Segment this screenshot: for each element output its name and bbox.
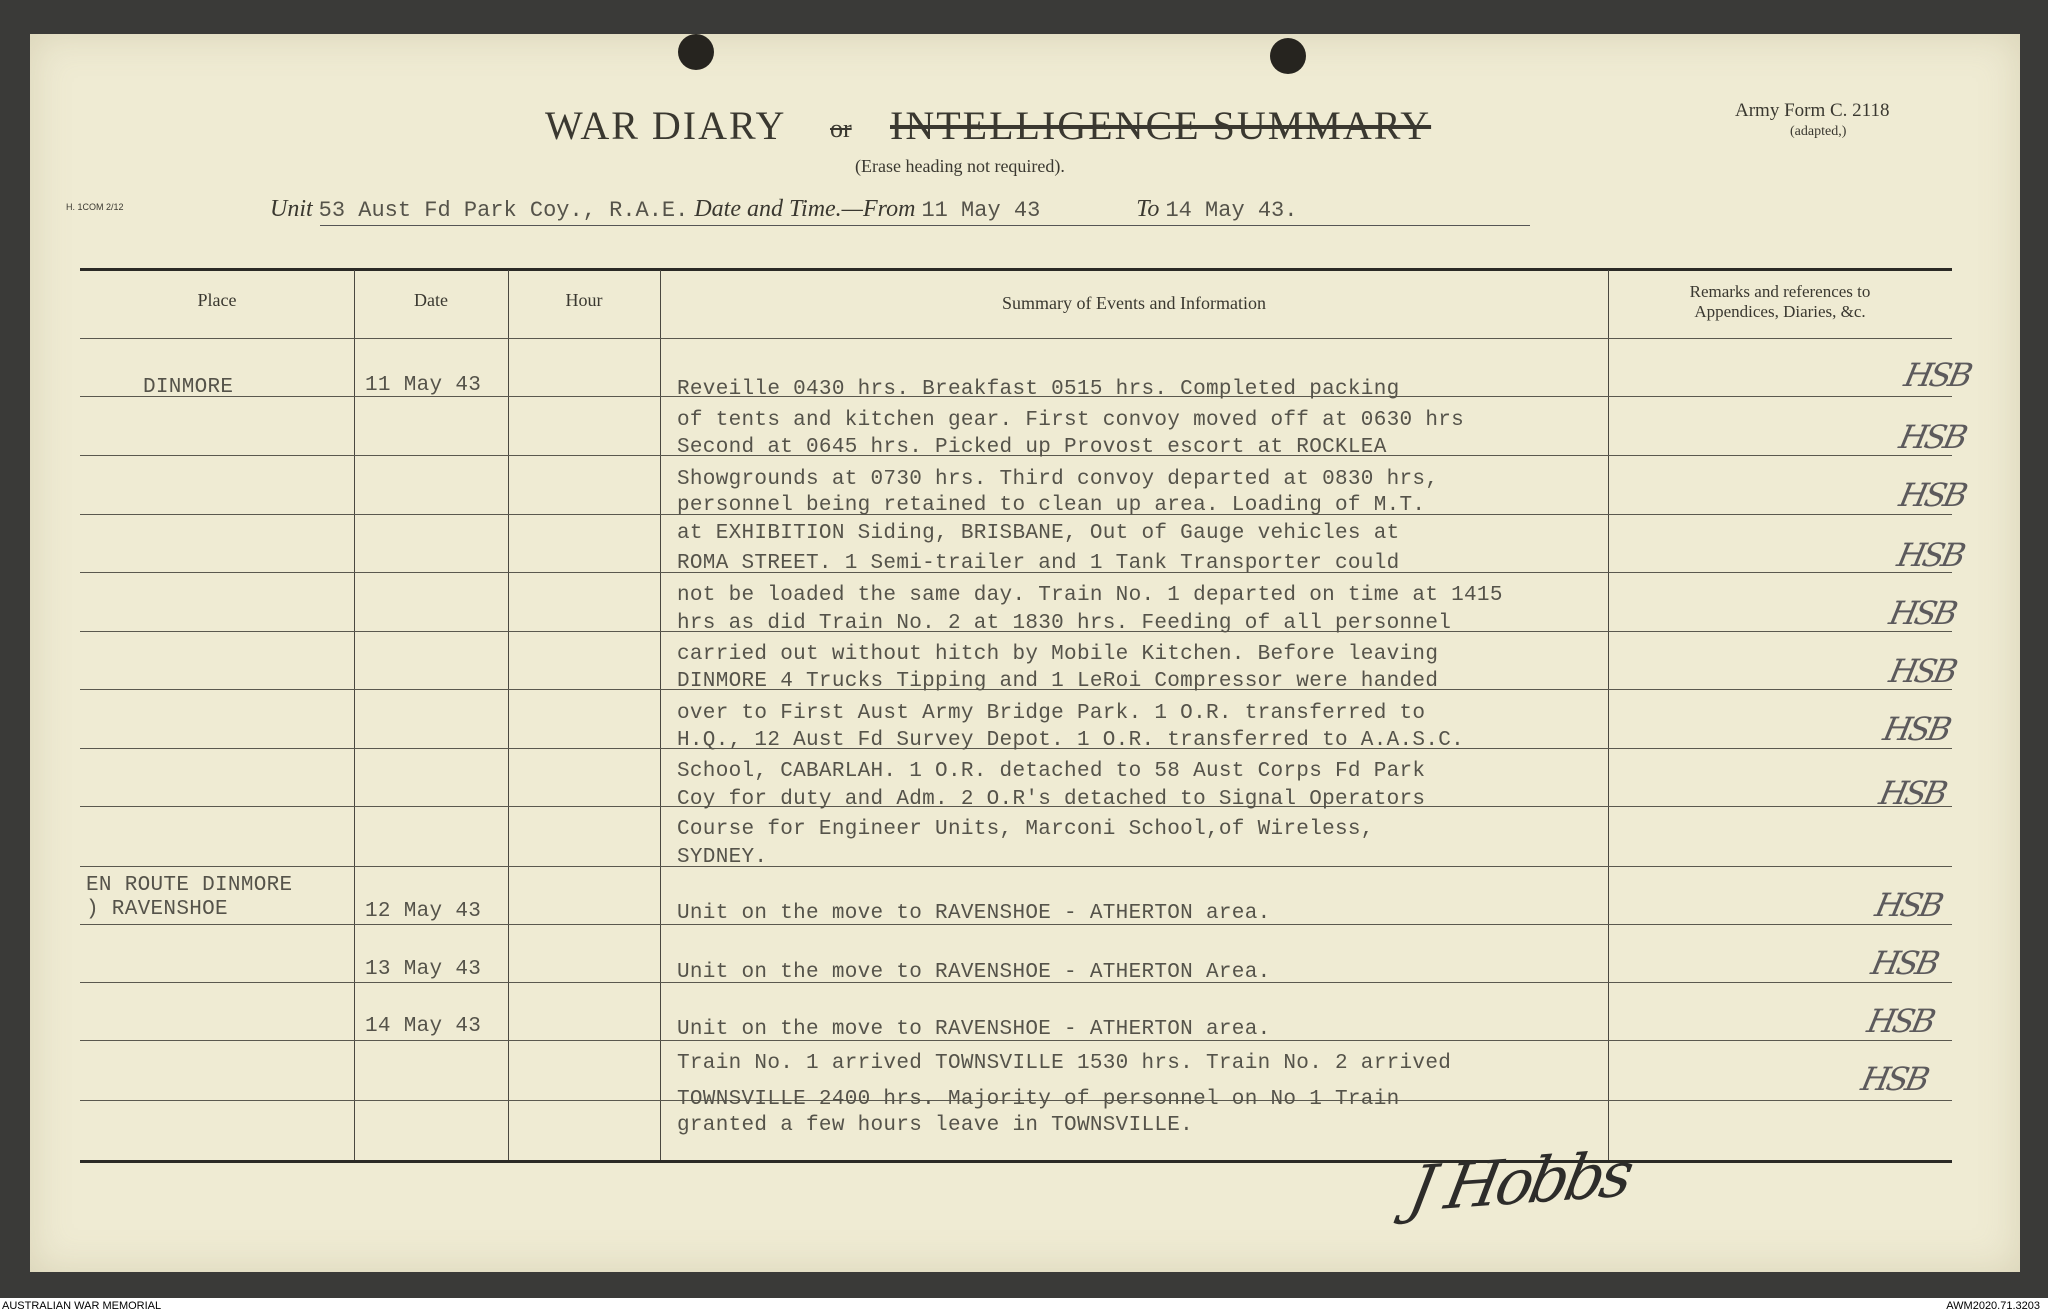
summary-line: not be loaded the same day. Train No. 1 departed on time at 1415 <box>677 584 1503 607</box>
summary-line: Coy for duty and Adm. 2 O.R's detached to Signal Operators <box>677 788 1426 811</box>
summary-line: Showgrounds at 0730 hrs. Third convoy departed at 0830 hrs, <box>677 468 1439 491</box>
unit-line-underline <box>320 225 1530 226</box>
column-header-place: Place <box>197 290 237 310</box>
punch-hole-right <box>1270 38 1306 74</box>
unit-label: Unit <box>270 196 313 222</box>
initials-mark: HSB <box>1879 710 1953 748</box>
place-en-route-line1: EN ROUTE DINMORE <box>86 874 293 897</box>
summary-line: Train No. 1 arrived TOWNSVILLE 1530 hrs. Train No. 2 arrived <box>677 1052 1452 1075</box>
summary-line: TOWNSVILLE 2400 hrs. Majority of personnel on No 1 Train <box>677 1088 1400 1111</box>
from-date: 11 May 43 <box>921 198 1041 223</box>
divider-hour-summary <box>660 270 661 1160</box>
initials-mark: HSB <box>1885 594 1959 632</box>
unit-line <box>270 196 1297 223</box>
table-bottom-rule <box>80 1160 1952 1163</box>
date-13-may: 13 May 43 <box>365 958 482 981</box>
summary-line: Unit on the move to RAVENSHOE - ATHERTON Area. <box>677 961 1271 984</box>
title-or: or <box>830 114 852 143</box>
remarks-header-line2: Appendices, Diaries, &c. <box>1694 302 1866 321</box>
column-header-hour: Hour <box>565 290 603 310</box>
place-dinmore: DINMORE <box>143 376 234 399</box>
summary-line: carried out without hitch by Mobile Kitchen. Before leaving <box>677 643 1439 666</box>
title-struck-intelligence-summary: INTELLIGENCE SUMMARY <box>890 103 1432 148</box>
unit-value: 53 Aust Fd Park Coy., R.A.E. <box>318 198 689 223</box>
summary-line: over to First Aust Army Bridge Park. 1 O.R. transferred to <box>677 702 1426 725</box>
to-label: To <box>1136 196 1160 222</box>
initials-mark: HSB <box>1871 886 1945 924</box>
date-14-may: 14 May 43 <box>365 1015 482 1038</box>
footer-record-id: AWM2020.71.3203 <box>1946 1300 2040 1312</box>
summary-line: at EXHIBITION Siding, BRISBANE, Out of Gauge vehicles at <box>677 522 1400 545</box>
initials-mark: HSB <box>1875 774 1949 812</box>
summary-line: Unit on the move to RAVENSHOE - ATHERTON area. <box>677 902 1271 925</box>
date-time-label: Date and Time.—From <box>694 196 916 222</box>
place-en-route-line2: ) RAVENSHOE <box>86 898 228 921</box>
officer-signature: J Hobbs <box>1403 1136 1637 1227</box>
initials-mark: HSB <box>1857 1060 1931 1098</box>
army-form-note: (adapted,) <box>1790 124 1847 139</box>
title-war-diary: WAR DIARY <box>545 103 787 148</box>
summary-line: of tents and kitchen gear. First convoy moved off at 0630 hrs <box>677 409 1465 432</box>
initials-mark: HSB <box>1885 652 1959 690</box>
divider-date-hour <box>508 270 509 1160</box>
column-header-summary: Summary of Events and Information <box>1002 293 1266 313</box>
date-11-may: 11 May 43 <box>365 374 482 397</box>
summary-line: granted a few hours leave in TOWNSVILLE. <box>677 1114 1194 1137</box>
form-code: H. 1COM 2/12 <box>66 202 124 212</box>
column-header-date: Date <box>414 290 448 310</box>
to-date: 14 May 43. <box>1165 198 1298 223</box>
summary-line: DINMORE 4 Trucks Tipping and 1 LeRoi Compressor were handed <box>677 670 1439 693</box>
initials-mark: HSB <box>1867 944 1941 982</box>
summary-line: Reveille 0430 hrs. Breakfast 0515 hrs. Completed packing <box>677 378 1400 401</box>
remarks-header-line1: Remarks and references to <box>1689 282 1871 301</box>
archive-footer <box>0 1298 2048 1314</box>
row-rule <box>80 866 1952 867</box>
army-form-number: Army Form C. 2118 <box>1735 100 1890 121</box>
summary-line: Unit on the move to RAVENSHOE - ATHERTON area. <box>677 1018 1271 1041</box>
initials-mark: HSB <box>1895 476 1969 514</box>
date-12-may: 12 May 43 <box>365 900 482 923</box>
initials-mark: HSB <box>1895 418 1969 456</box>
summary-line: H.Q., 12 Aust Fd Survey Depot. 1 O.R. transferred to A.A.S.C. <box>677 729 1465 752</box>
subtitle-erase-note: (Erase heading not required). <box>855 156 1065 176</box>
summary-line: Second at 0645 hrs. Picked up Provost escort at ROCKLEA <box>677 436 1387 459</box>
summary-line: SYDNEY. <box>677 846 768 869</box>
summary-line: Course for Engineer Units, Marconi School,of Wireless, <box>677 818 1374 841</box>
column-header-remarks <box>1608 282 1952 322</box>
footer-archive-name: AUSTRALIAN WAR MEMORIAL <box>2 1300 162 1312</box>
header-underline <box>80 338 1952 339</box>
divider-summary-remarks <box>1608 270 1609 1160</box>
summary-line: personnel being retained to clean up area. Loading of M.T. <box>677 494 1426 517</box>
summary-line: hrs as did Train No. 2 at 1830 hrs. Feeding of all personnel <box>677 612 1452 635</box>
table-top-rule <box>80 268 1952 271</box>
initials-mark: HSB <box>1893 536 1967 574</box>
divider-place-date <box>354 270 355 1160</box>
summary-line: ROMA STREET. 1 Semi-trailer and 1 Tank Transporter could <box>677 552 1400 575</box>
punch-hole-left <box>678 34 714 70</box>
summary-line: School, CABARLAH. 1 O.R. detached to 58 Aust Corps Fd Park <box>677 760 1426 783</box>
initials-mark: HSB <box>1863 1002 1937 1040</box>
initials-mark: HSB <box>1900 356 1974 394</box>
